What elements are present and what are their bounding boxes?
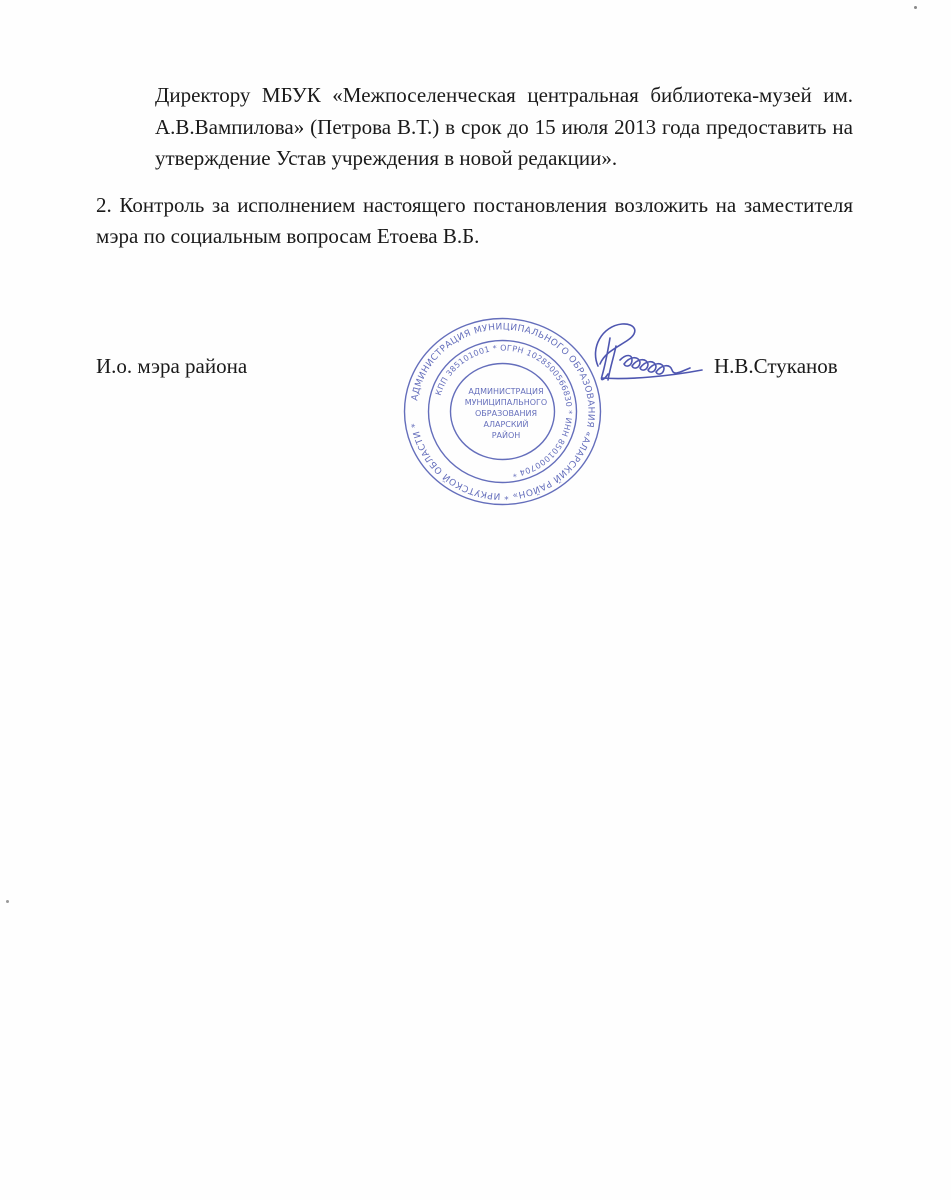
- handwritten-signature: [560, 318, 710, 393]
- stamp-center-line: РАЙОН: [491, 431, 521, 440]
- scan-speck: [6, 900, 9, 903]
- signatory-role: И.о. мэра района: [96, 354, 248, 378]
- stamp-center-line: АЛАРСКИЙ: [483, 420, 529, 429]
- stamp-inner-textpath: КПП 385101001 * ОГРН 1028500566830 * ИНН 8501000704 *: [433, 343, 574, 479]
- stamp-center-line: АДМИНИСТРАЦИЯ: [468, 387, 544, 396]
- scan-speck: [914, 6, 917, 9]
- stamp-center-line: МУНИЦИПАЛЬНОГО: [464, 398, 548, 407]
- stamp-outer-textpath: АДМИНИСТРАЦИЯ МУНИЦИПАЛЬНОГО ОБРАЗОВАНИЯ «АЛАРСКИЙ РАЙОН» * ИРКУТСКОЙ ОБЛАСТИ *: [410, 322, 596, 501]
- stamp-center-line: ОБРАЗОВАНИЯ: [474, 409, 538, 418]
- signatory-name: Н.В.Стуканов: [714, 354, 838, 378]
- control-paragraph: 2. Контроль за исполнением настоящего постановления возложить на заместителя мэра по социальным вопросам Етоева В.Б.: [96, 193, 853, 248]
- instruction-paragraph: Директору МБУК «Межпоселенческая центральная библиотека-музей им. А.В.Вампилова» (Петрова В.Т.) в срок до 15 июля 2013 года предоставить на утверждение Устав учреждения в новой редакции».: [155, 83, 853, 170]
